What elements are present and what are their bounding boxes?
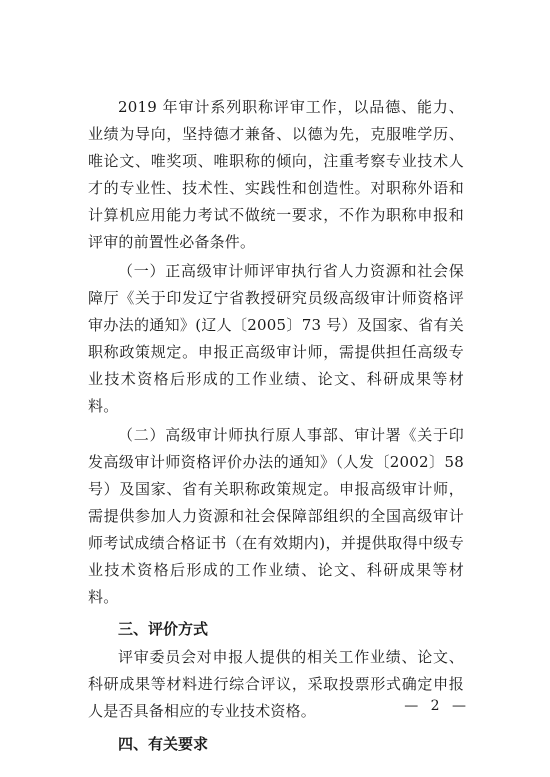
document-body bbox=[88, 94, 464, 759]
paragraph-intro: 2019 年审计系列职称评审工作，以品德、能力、业绩为导向，坚持德才兼备、以德为先，克服唯学历、唯论文、唯奖项、唯职称的倾向，注重考察专业技术人才的专业性、技术性、实践性和创造性。对职称外语和计算机应用能力考试不做统一要求，不作为职称申报和评审的前置性必备条件。 bbox=[88, 98, 464, 251]
section-heading-requirements: 四、有关要求 bbox=[118, 735, 209, 753]
paragraph-senior-auditor-professor: （一）正高级审计师评审执行省人力资源和社会保障厅《关于印发辽宁省教授研究员级高级审计师资格评审办法的通知》(辽人〔2005〕73 号）及国家、省有关职称政策规定。申报正高级审计师，需提供担任高级专业技术资格后形成的工作业绩、论文、科研成果等材料。 bbox=[88, 262, 464, 415]
paragraph-evaluation-method: 评审委员会对申报人提供的相关工作业绩、论文、科研成果等材料进行综合评议，采取投票形式确定申报人是否具备相应的专业技术资格。 bbox=[88, 648, 464, 720]
paragraph-senior-auditor: （二）高级审计师执行原人事部、审计署《关于印发高级审计师资格评价办法的通知》（人发〔2002〕58 号）及国家、省有关职称政策规定。申报高级审计师，需提供参加人力资源和社会保障部组织的全国高级审计师考试成绩合格证书（在有效期内)，并提供取得中级专业技术资格后形成的工作业绩、论文、科研成果等材料。 bbox=[88, 426, 464, 606]
section-heading-evaluation-method: 三、评价方式 bbox=[118, 620, 209, 638]
page-number: — 2 — bbox=[404, 698, 470, 714]
